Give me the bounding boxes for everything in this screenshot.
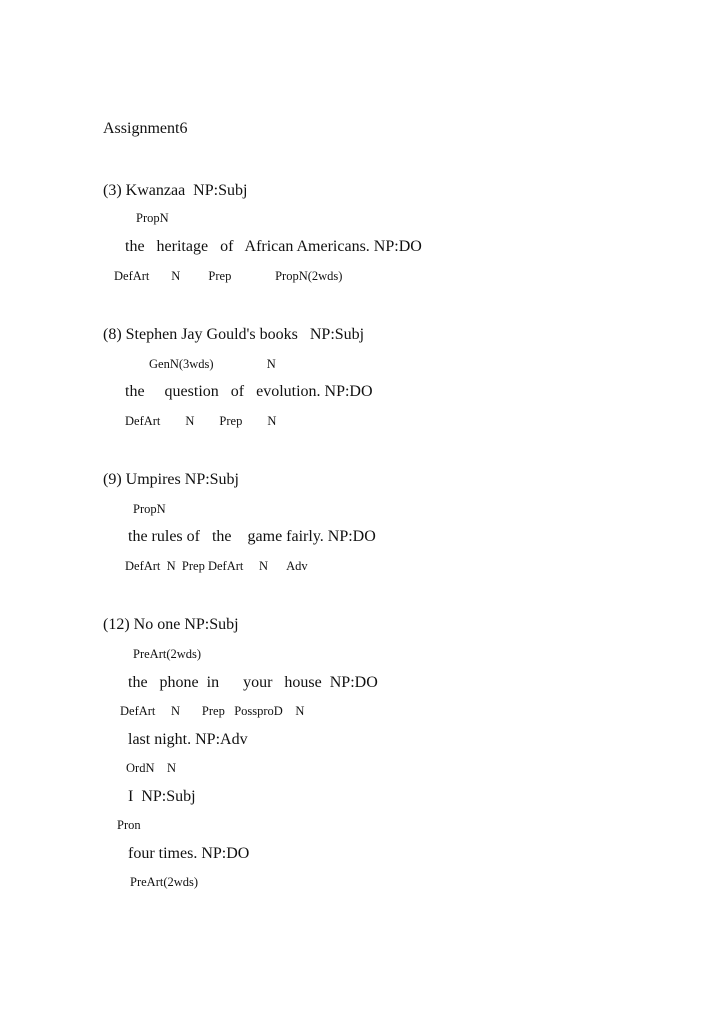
sentence-3-object-tags: DefArt N Prep PropN(2wds)	[114, 269, 343, 283]
sentence-8-object: the question of evolution. NP:DO	[125, 383, 373, 400]
sentence-12-object: the phone in your house NP:DO	[128, 674, 378, 691]
sentence-9-object: the rules of the game fairly. NP:DO	[128, 528, 376, 545]
sentence-12-subject-tags: PreArt(2wds)	[133, 647, 202, 661]
sentence-9-subject: (9) Umpires NP:Subj	[103, 471, 239, 488]
sentence-3-subject-tags: PropN	[136, 211, 169, 225]
sentence-9-object-tags: DefArt N Prep DefArt N Adv	[125, 559, 308, 573]
sentence-12-second-object-tags: PreArt(2wds)	[130, 875, 199, 889]
sentence-3-subject: (3) Kwanzaa NP:Subj	[103, 182, 248, 199]
sentence-12-object-tags: DefArt N Prep PossproD N	[120, 704, 305, 718]
sentence-12-second-subject: I NP:Subj	[128, 788, 196, 805]
sentence-9-subject-tags: PropN	[133, 502, 166, 516]
document-title: Assignment6	[103, 120, 188, 137]
sentence-12-subject: (12) No one NP:Subj	[103, 616, 239, 633]
sentence-12-adverbial-tags: OrdN N	[126, 761, 176, 775]
sentence-8-subject: (8) Stephen Jay Gould's books NP:Subj	[103, 326, 365, 343]
sentence-3-object: the heritage of African Americans. NP:DO	[125, 238, 422, 255]
sentence-8-object-tags: DefArt N Prep N	[125, 414, 277, 428]
sentence-12-second-subject-tags: Pron	[117, 818, 141, 832]
sentence-8-subject-tags: GenN(3wds) N	[149, 357, 276, 371]
sentence-12-adverbial: last night. NP:Adv	[128, 731, 248, 748]
sentence-12-second-object: four times. NP:DO	[128, 845, 250, 862]
